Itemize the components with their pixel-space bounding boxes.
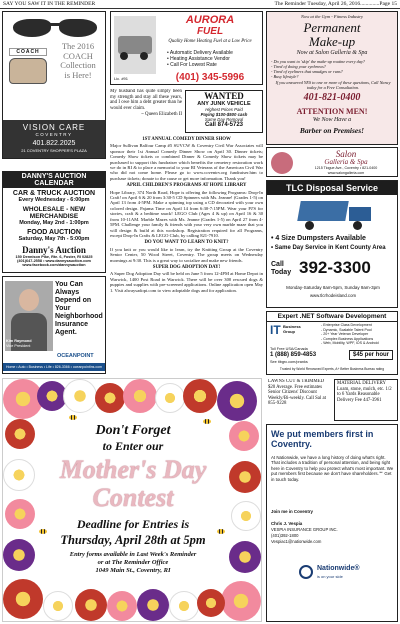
flower-decoration [217,381,257,421]
article-body: Hope Library, 374 North Road, Hope is offering the following Programs: Drop-In Craft! on April 6 & 20 from 3:30-5 CD Spinners with Ms. Jeanne! (Grades 1-5) on April 13 from 4-5PM. Make a spinning top using a CD decorated with your own colored design. Pajama Time on April 14 from 6:30-7:15PM. Wear your PJ'S for stories, craft & a bedtime snack! LEGO Club (Ages 4 & up) on April 16 & 30 from 10-11AM. Marble Mazes with Ms. Jeanne (Grades 1-5) on April 27 from 4-5PM. Challenge your family & friends with your very own marble maze that you will design & build at this workshop. Registration required for all Programs, except Drop-In Crafts & LEGO Club, by calling 821-7910. [110,189,263,238]
danny-title: DANNY'S AUCTION CALENDAR [3,172,105,188]
salon-galleria-ad [266,147,398,177]
expert-toll: 1 (888) 859-4853 [270,352,317,358]
article-title: DO YOU WANT TO LEARN TO KNIT? [144,240,229,246]
danny-phone: (401)647-2558 • www.dannysauction.com [17,259,91,263]
tlc-call: Call Today [271,261,292,276]
aurora-fuel-ad [110,11,263,85]
nationwide-logo-sub: is on your side [317,574,343,579]
oceanpoint-logo: OCEANPOINT [57,353,94,359]
we-have: We Now Have a [312,117,352,123]
flower-decoration [155,383,185,413]
coach-headline [51,42,105,80]
aurora-name1: AURORA [185,14,235,26]
expert-services [321,323,398,346]
expert-service: - Enterprise Class Development [321,323,372,327]
flower-decoration [3,459,35,491]
salon-logo-icon [271,152,293,174]
nationwide-logo: Nationwide® [317,565,360,572]
makeup-closing: If you answered YES to one or more of these questions, Call Nancy today for a Free Consultation. [275,80,391,90]
wanted-line4: Same Day Removal [204,117,244,122]
coach-line3: Collection [60,60,96,70]
coach-line2: COACH [63,50,93,61]
flower-decoration [3,579,43,619]
makeup-subtitle: Now at Salon Galleria & Spa [296,50,368,56]
aurora-tagline: Quality Home Heating Fuel at a Low Price [168,39,252,44]
tlc-phone: 392-3300 [299,258,371,277]
attention-men: ATTENTION MEN! [296,107,368,116]
store-address: 21 COVENTRY SHOPPER'S PLAZA [21,148,87,153]
quote-text: My husband has quite simply been my strength and stay all these years, and I owe him a debt greater than he would ever claim. [110,89,182,111]
coach-brand-logo: COACH [9,48,47,56]
mothers-entry-1: Entry forms available in Last Week's Reminder [69,551,197,558]
header-right: The Reminder Tuesday, April 26, 2016..............Page 15 [274,1,397,7]
mothers-entry-2: or at The Reminder Office [97,559,169,566]
mothers-deadline: Deadline for Entries is [76,517,190,531]
coach-line1: The 2016 [61,41,95,51]
lawns-classified [268,379,330,421]
nationwide-email: Vespiac1@nationwide.com [271,539,322,544]
bee-icon [69,415,77,420]
mothers-to-enter: to Enter our [102,439,164,453]
flower-decoration [229,421,259,451]
article-body: A Super Dog Adoption Day will be held on June 5 from 12-4PM at Home Depot in Warwick, 1400 Post Road in Warwick. There will be over 300 rescued dogs & puppies and supplies with pre-screened applications. Online application open May 1. Visit alwaysadopt.com to view adoptable dogs and for application. [110,271,263,293]
article-body: Major Sullivan Balfour Camp #5 SUVCW & Coventry Civil War Associates will sponsor their 1st Annual Comedy Dinner Show on April 30. Dinner tickets; Comedy Show tickets or combined Dinner & Comedy Show tickets may be purchased to support this fundraiser which benefits the cemetery restoration work we do in RI & to place a memorial to your RI Veterans of the American Civil War who did not come home. Please go to www.coventrv.org fundraiser.htm to purchase tickets; donate to the cause or get more information. Thank you! [110,143,263,181]
wanted-ad [185,90,263,133]
nationwide-join: Join me in Coventry [271,509,313,514]
permanent-makeup-ad [266,11,398,145]
makeup-phone: 401-821-0400 [303,92,361,103]
expert-title: Expert .NET Software Development [267,312,397,322]
expert-trusted: Trusted by World Renowned Experts, A+ Better Business Bureau rating [279,367,385,371]
danny-address: 150 Dennison Pike, Rte. 6, Foster, RI 02825 [15,255,93,259]
coach-handbag-image [9,58,47,84]
flower-decoration [5,419,35,449]
expert-net-ad [266,311,398,375]
vision-care-panel [3,120,105,158]
header-left: SAY YOU SAW IT IN THE REMINDER [3,1,96,7]
flower-decoration [221,581,261,621]
danny-food-when: Saturday, May 7th - 5:00pm [18,236,90,242]
danny-car-title: CAR & TRUCK AUCTION [12,190,96,197]
danny-car-when: Every Wednesday - 6:00pm [18,197,90,203]
aurora-phone: (401) 345-5996 [175,72,245,83]
mothers-day-contest-ad [2,378,262,622]
makeup-line-3: - Tired of eyeliners that smudges or runs? [271,69,343,74]
flower-decoration [123,379,157,413]
flower-decoration [229,541,261,573]
salon-address: 1215 Tiogue Ave., Coventry • 821-0400 [314,166,378,170]
store-town: COVENTRY [35,132,73,137]
danny-wholesale-title: WHOLESALE - NEW MERCHANDISE [22,206,86,220]
aurora-service-3: • Call For Lowest Rate [167,62,217,68]
nationwide-agent: Chris J. Vespia [271,521,303,526]
flower-decoration [231,501,261,531]
wanted-phone: 874-5723 [217,122,244,128]
material-delivery-classified [334,379,398,421]
barber-on-premises: Barber on Premises! [299,126,365,135]
agent-name: Kim Raymond [6,339,32,343]
aurora-lic: Lic. #91 [114,76,129,81]
wanted-title: WANTED [204,91,244,101]
nationwide-body: At Nationwide, we have a long history of doing what's right. That includes a tradition of personal attention, and being right here in Coventry to help you protect what's most important. We put members first because we don't have shareholders.℠ Get in touch today. [271,455,394,482]
sunglasses-image [7,15,103,39]
flower-decoration [95,383,125,413]
material-text: MATERIAL DELIVERY Loam, stone, mulch, etc. 1/2 to 6 Yards Reasonable Delivery Fee 447-3961 [337,381,392,403]
tlc-hours: Monday-Saturday 8am-5pm, Sunday 9am-3pm [286,285,380,290]
insurance-ad [2,276,106,374]
makeup-line-4: - Busy lifestyle? [271,74,299,79]
flower-decoration [75,589,107,621]
nationwide-headline: We put members first in Coventry. [271,429,374,449]
danny-food-title: FOOD AUCTION [27,229,81,236]
salon-line2: Galleria & Spa [324,158,368,166]
expert-service: - Web, Mobility, WPF, iOS & Android [321,341,379,345]
wanted-line1: ANY JUNK VEHICLE [197,101,251,107]
flower-decoration [229,461,261,493]
it-logo-sub2: Group [283,329,295,334]
store-phone: 401.822.2025 [32,140,76,147]
flower-decoration [197,589,225,617]
fuel-truck-image [114,16,156,74]
makeup-now-at: Now at the Gym - Fitness Industry [301,14,363,19]
wanted-phone-row [186,122,262,128]
makeup-line-1: - Do you want to 'skip' the make-up routine every day? [271,59,366,64]
wanted-line2: Highest Prices Paid [205,107,243,112]
store-name: VISION CARE [22,123,86,132]
it-logo-sub1: Business [283,324,301,329]
danny-name: Danny's Auction [22,245,86,255]
coach-line4: is Here! [64,69,92,80]
nationwide-ad [266,424,398,622]
makeup-title2: Make-up [308,34,356,49]
nationwide-logo-icon [299,565,313,579]
flower-decoration [169,591,199,621]
danny-wholesale-when: Monday, May 2nd - 1:00pm [19,220,89,226]
insurance-headline: You Can Always Depend on Your Neighborhood Insurance Agent. [55,281,103,336]
mothers-date: Thursday, April 28th at 5pm [60,533,206,547]
expert-price: $45 per hour [349,350,393,360]
lawns-text: LAWNS CUT & TRIMMED $20 Average. Free estimates Senior Citizens' Discount Weekly/Bi-weekly. Call Sal at 855-9228 [268,379,326,407]
aurora-service-2: • Heating Assistance Vendor [167,56,230,62]
quote-box [110,89,182,133]
flower-decoration [5,499,35,529]
mothers-day-title: Mother's Day [59,455,207,484]
salon-line1: Salon [335,149,357,159]
danny-auction-ad [2,171,106,273]
nationwide-agency: VESPIA INSURANCE GROUP INC. [271,527,338,532]
flower-decoration [43,591,73,621]
wanted-line3: Paying $100-$500 cash [200,112,248,117]
nationwide-phone: (401)392-1800 [271,533,299,538]
aurora-service-1: • Automatic Delivery Available [167,50,233,56]
tlc-title: TLC Disposal Service [267,181,397,195]
tlc-line1: • 4 Size Dumpsters Available [271,235,366,242]
insurance-footer: Home • Auto • Business • Life • 826-3366 • oceanpointins.com [3,363,105,371]
flower-decoration [137,589,169,621]
it-logo-text: IT [270,323,281,337]
community-articles [110,135,263,374]
danny-fb: www.facebook.com/dannysauction [22,263,86,267]
flower-decoration [3,539,35,571]
flower-decoration [183,379,217,413]
article-title: 1ST ANNUAL COMEDY DINNER SHOW [142,137,231,142]
expert-toll-label: Toll Free USA/Canada [270,347,308,351]
makeup-line-2: - Tired of doing your eyebrows? [271,64,326,69]
expert-service: - Dynamic, Scalable Talent Pool [321,327,372,332]
salon-web: www.salongalleria.com [327,171,365,175]
article-title: SUPER DOG ADOPTION DAY! [152,264,221,270]
aurora-name2: FUEL [196,26,224,37]
expert-service: - Complex Business Applications [321,336,374,341]
tlc-line2: • Same Day Service in Kent County Area [271,245,386,251]
coach-ad [2,11,106,159]
page-header [0,0,400,9]
expert-web: See itbgrc.com/pranks [270,360,308,364]
dump-truck-image [299,197,379,231]
agent-title: Vice President [6,344,31,348]
mothers-entry-3: 1049 Main St., Coventry, RI [95,567,171,574]
article-body: If you knit or you would like to learn, try the Knitting Group at the Coventry Senior Center, 50 Wood Street, Coventry. The group meets on Wednesday mornings at 9:30. This is a great way to socialize and make new friends. [110,246,263,263]
mothers-contest-title: Contest [92,483,174,512]
flower-decoration [107,591,137,621]
flower-decoration [63,379,97,413]
expert-service: - 20+ Year Veteran Developer [321,332,369,336]
makeup-title1: Permanent [303,20,361,35]
quote-author: ~ Queen Elizabeth II [141,112,182,118]
tlc-disposal-ad [266,180,398,308]
wanted-call-label: Call [204,122,216,128]
tlc-web: www.tlcrhodeisland.com [309,293,357,298]
article-title: APRIL CHILDREN'S PROGRAMS AT HOPE LIBRARY [126,183,247,189]
mothers-dont-forget: Don't Forget [95,423,171,438]
